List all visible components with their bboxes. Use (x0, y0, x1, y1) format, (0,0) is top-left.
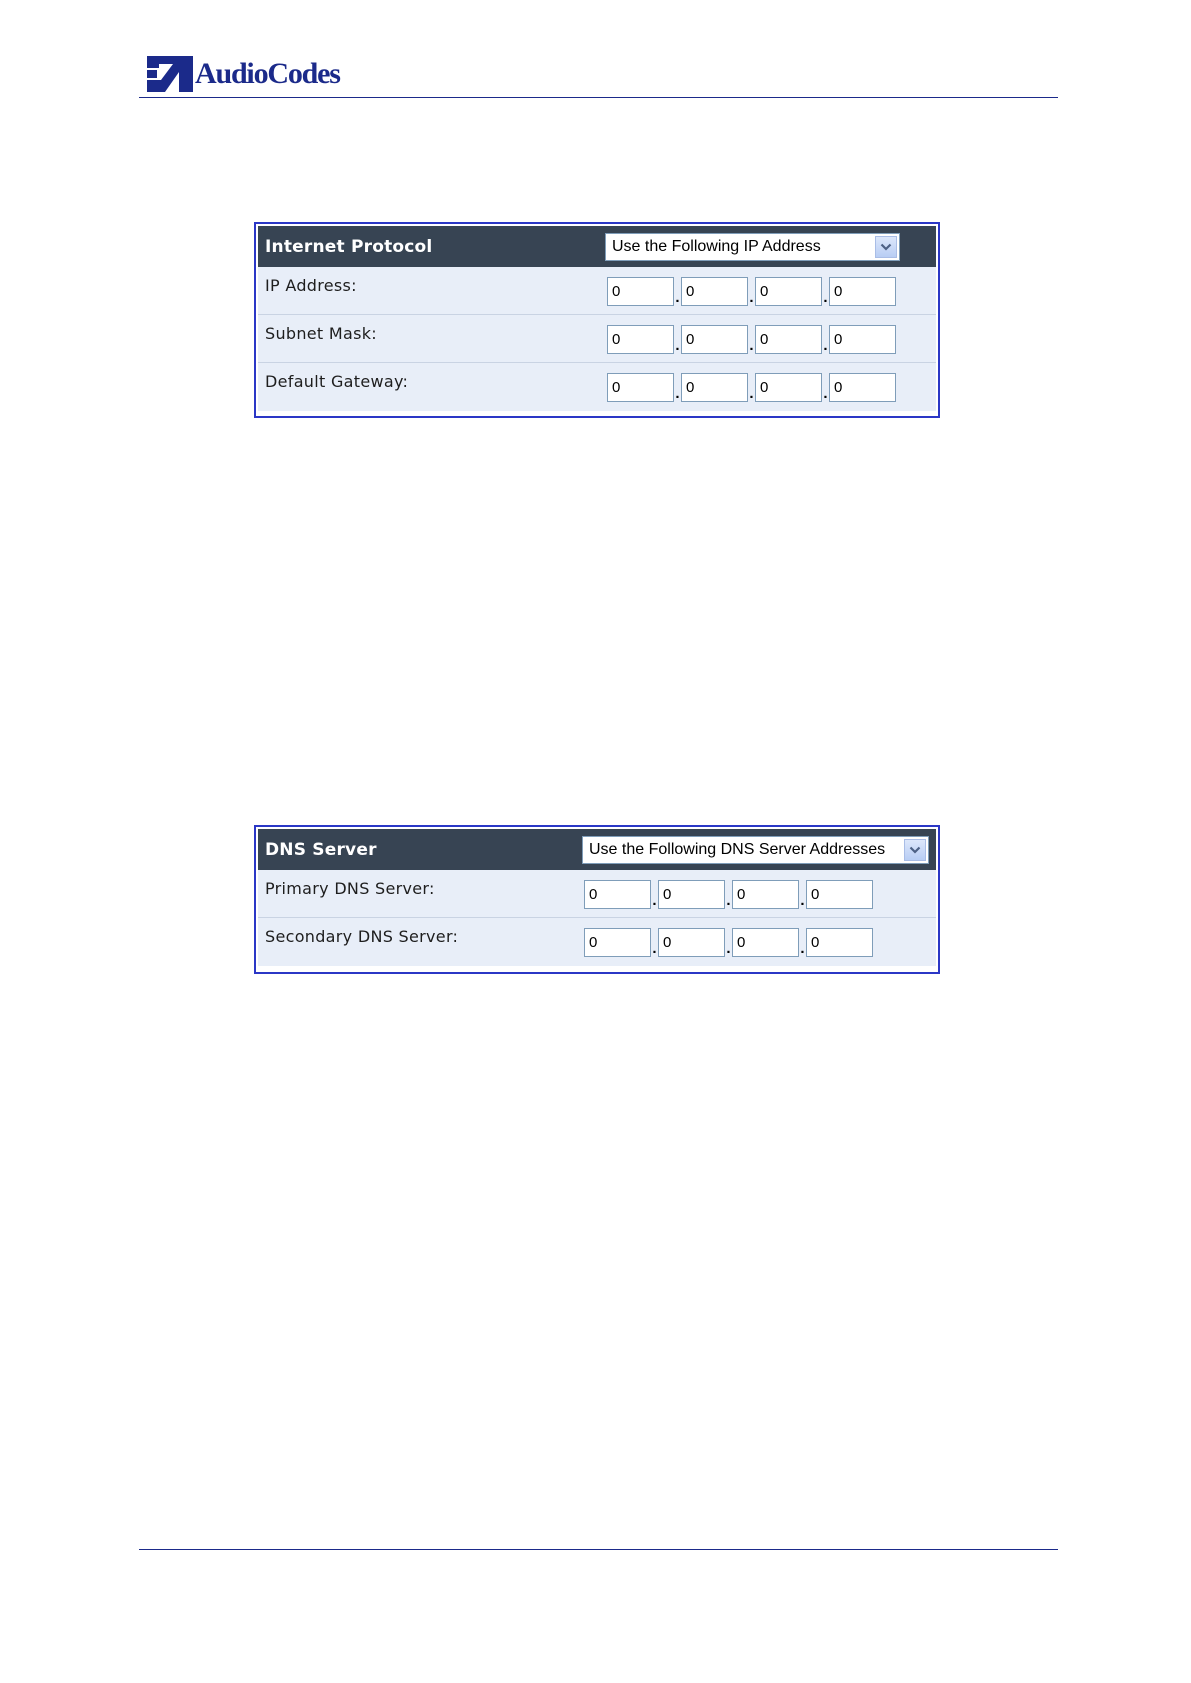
subnet-mask-octet-2[interactable] (681, 325, 748, 354)
octet-separator: . (675, 337, 680, 354)
default-gateway-octet-3[interactable] (755, 373, 822, 402)
default-gateway-octet-2[interactable] (681, 373, 748, 402)
subnet-mask-octet-1[interactable] (607, 325, 674, 354)
dns-server-panel (254, 825, 940, 974)
secondary-dns-octet-1[interactable] (584, 928, 651, 957)
logo-text: AudioCodes (195, 57, 340, 90)
octet-separator: . (800, 892, 805, 909)
octet-separator: . (675, 289, 680, 306)
ip-mode-select[interactable] (605, 233, 900, 261)
subnet-mask-label: Subnet Mask: (265, 324, 377, 343)
secondary-dns-label: Secondary DNS Server: (265, 927, 459, 946)
chevron-down-icon[interactable] (875, 236, 897, 258)
primary-dns-row (258, 870, 936, 918)
octet-separator: . (823, 337, 828, 354)
default-gateway-octet-1[interactable] (607, 373, 674, 402)
internet-protocol-panel (254, 222, 940, 418)
octet-separator: . (749, 337, 754, 354)
ip-address-octet-3[interactable] (755, 277, 822, 306)
internet-protocol-title: Internet Protocol (265, 236, 433, 257)
internet-protocol-header (258, 226, 936, 267)
octet-separator: . (726, 892, 731, 909)
ip-mode-select-value: Use the Following IP Address (612, 237, 821, 255)
primary-dns-fields (584, 880, 873, 909)
default-gateway-fields (607, 373, 896, 402)
ip-address-octet-2[interactable] (681, 277, 748, 306)
primary-dns-octet-4[interactable] (806, 880, 873, 909)
ip-address-fields (607, 277, 896, 306)
primary-dns-label: Primary DNS Server: (265, 879, 435, 898)
octet-separator: . (749, 385, 754, 402)
octet-separator: . (823, 289, 828, 306)
octet-separator: . (675, 385, 680, 402)
octet-separator: . (823, 385, 828, 402)
subnet-mask-fields (607, 325, 896, 354)
ip-address-row (258, 267, 936, 315)
subnet-mask-row (258, 315, 936, 363)
footer-rule (139, 1549, 1058, 1550)
dns-mode-select[interactable] (582, 836, 929, 864)
octet-separator: . (652, 892, 657, 909)
ip-address-octet-4[interactable] (829, 277, 896, 306)
audiocodes-logo (145, 55, 340, 93)
subnet-mask-octet-4[interactable] (829, 325, 896, 354)
dns-server-title: DNS Server (265, 839, 377, 860)
default-gateway-row (258, 363, 936, 411)
primary-dns-octet-2[interactable] (658, 880, 725, 909)
secondary-dns-octet-4[interactable] (806, 928, 873, 957)
default-gateway-label: Default Gateway: (265, 372, 409, 391)
dns-server-header (258, 829, 936, 870)
chevron-down-icon[interactable] (904, 839, 926, 861)
subnet-mask-octet-3[interactable] (755, 325, 822, 354)
secondary-dns-fields (584, 928, 873, 957)
default-gateway-octet-4[interactable] (829, 373, 896, 402)
octet-separator: . (726, 940, 731, 957)
ip-address-octet-1[interactable] (607, 277, 674, 306)
primary-dns-octet-3[interactable] (732, 880, 799, 909)
ip-address-label: IP Address: (265, 276, 357, 295)
audiocodes-logo-mark-icon (145, 56, 193, 92)
secondary-dns-row (258, 918, 936, 966)
secondary-dns-octet-3[interactable] (732, 928, 799, 957)
header-rule (139, 97, 1058, 98)
octet-separator: . (800, 940, 805, 957)
primary-dns-octet-1[interactable] (584, 880, 651, 909)
secondary-dns-octet-2[interactable] (658, 928, 725, 957)
octet-separator: . (749, 289, 754, 306)
octet-separator: . (652, 940, 657, 957)
dns-mode-select-value: Use the Following DNS Server Addresses (589, 840, 886, 858)
